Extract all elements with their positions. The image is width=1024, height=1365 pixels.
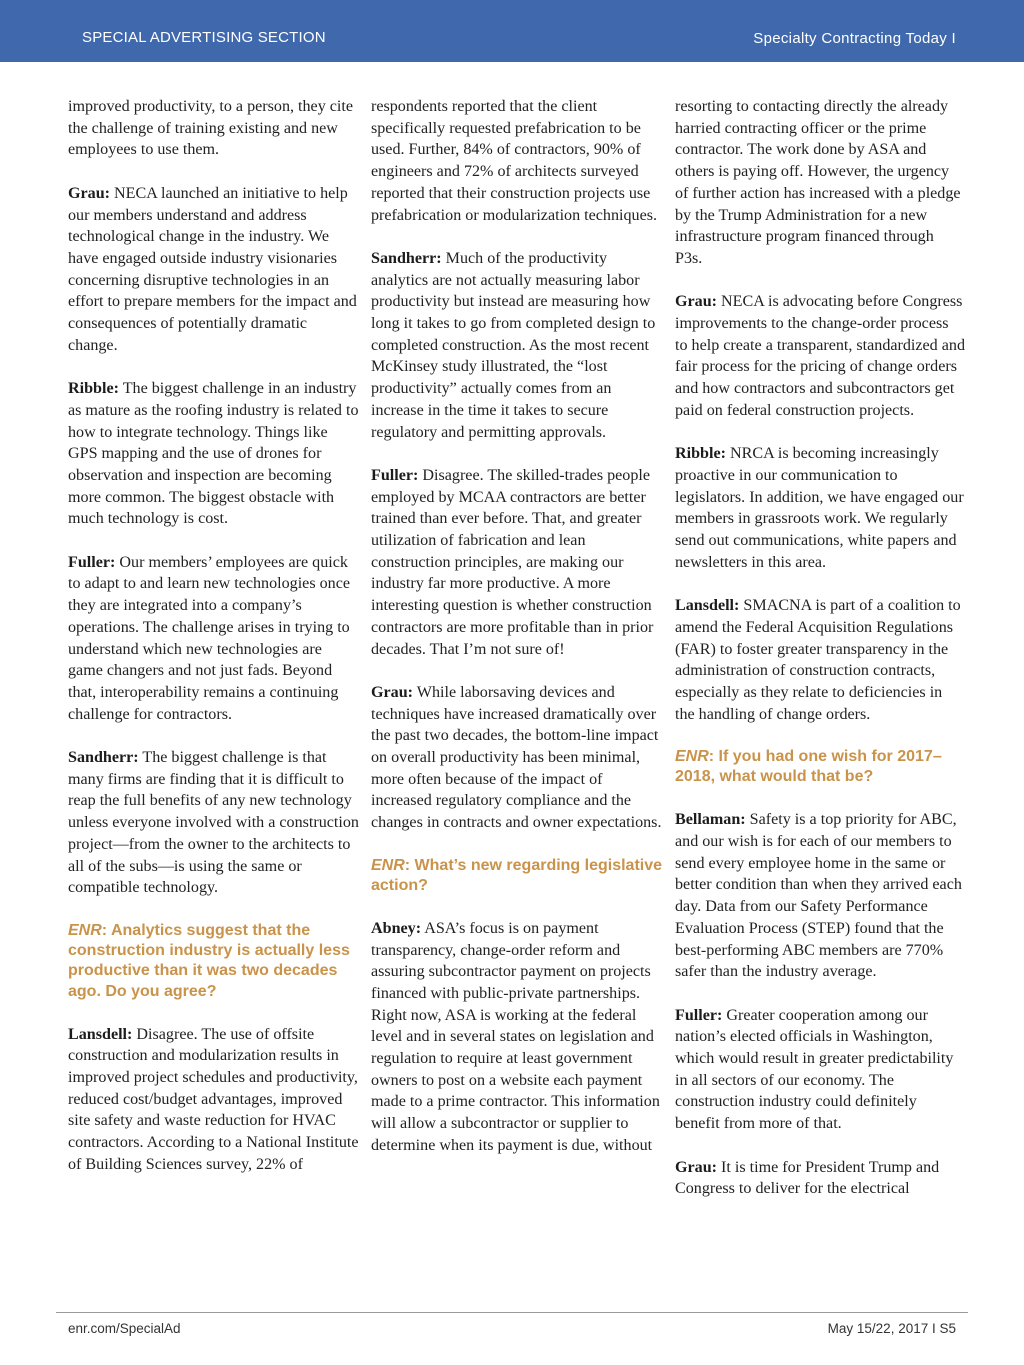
paragraph [371,682,663,834]
question-text: : If you had one wish for 2017–2018, what would that be? [675,748,942,786]
speaker-name: Sandherr: [371,249,442,267]
speaker-name: Fuller: [675,1006,723,1024]
speaker-name: Grau: [68,184,111,202]
publication-title: Specialty Contracting Today I [753,30,956,47]
paragraph-text: SMACNA is part of a coalition to amend the Federal Acquisition Regulations (FAR) to foster greater transparency in the administration of construction contracts, especially as they relate to deficiencies in the handling of change orders. [675,597,961,723]
paragraph: resorting to contacting directly the already harried contracting officer or the prime contractor. The work done by ASA and others is paying off. However, the urgency of further action has increased with a pledge by the Trump Administration for a new infrastructure program financed through P3s. [675,98,961,267]
speaker-name: Lansdell: [675,597,740,615]
speaker-name: Ribble: [675,445,726,463]
speaker-name: Lansdell: [68,1025,133,1043]
article-column-2 [371,96,663,1157]
paragraph [371,465,663,660]
enr-label: ENR [68,921,102,939]
paragraph-text: NECA is advocating before Congress improvements to the change-order process to help create a transparent, standardized and fair process for the pricing of change orders and how contractors and subcontractors get paid on federal construction projects. [675,293,965,419]
paragraph [675,291,965,421]
enr-label: ENR [371,856,405,874]
question-text: : Analytics suggest that the construction industry is actually less productive than it was two decades ago. Do you agree? [68,921,350,1000]
paragraph [675,1005,965,1135]
paragraph [371,248,663,443]
paragraph-text: NECA launched an initiative to help our members understand and address technological change in the industry. We have engaged outside industry visionaries concerning disruptive technologies in an effort to prepare members for the impact and consequences of potentially dramatic change. [68,184,357,354]
footer-divider [56,1312,968,1313]
article-column-3 [675,96,965,1200]
paragraph-text: The biggest challenge in an industry as mature as the roofing industry is related to how to integrate technology. Things like GPS mapping and the use of drones for observation and inspection are becoming more common. The biggest obstacle with much technology is cost. [68,380,359,528]
section-label: SPECIAL ADVERTISING SECTION [82,29,326,46]
paragraph [675,595,965,725]
speaker-name: Grau: [371,683,414,701]
paragraph-text: The biggest challenge is that many firms are finding that it is difficult to reap the full benefits of any new technology unless everyone involved with a construction project—from the owner to the architects to all of the subs—is using the same or compatible technology. [68,749,359,897]
article-column-1 [68,96,360,1175]
speaker-name: Sandherr: [68,749,139,767]
speaker-name: Ribble: [68,380,119,398]
question-heading [371,856,663,897]
paragraph [675,809,965,983]
paragraph [371,918,663,1157]
footer-url[interactable]: enr.com/SpecialAd [68,1321,181,1336]
paragraph [675,443,965,573]
paragraph-text: While laborsaving devices and techniques have increased dramatically over the past two decades, the bottom-line impact on overall productivity has been minimal, more often because of the impact of increased regulatory compliance and the changes in contracts and owner expectations. [371,683,662,832]
speaker-name: Bellaman: [675,811,746,829]
paragraph [675,1157,965,1200]
paragraph-text: It is time for President Trump and Congress to deliver for the electrical [675,1158,940,1198]
speaker-name: Grau: [675,1158,718,1176]
speaker-name: Grau: [675,293,718,311]
paragraph-text: Greater cooperation among our nation’s elected officials in Washington, which would result in greater predictability in all sectors of our economy. The construction industry could definitely benefit from more of that. [675,1006,954,1133]
paragraph-text: Our members’ employees are quick to adapt to and learn new technologies once they are integrated into a company’s operations. The challenge arises in trying to understand which new technologies are game changers and not just fads. Beyond that, interoperability remains a continuing challenge for contractors. [68,553,350,723]
header-banner [0,0,1024,62]
question-heading [68,921,360,1002]
paragraph [68,378,360,530]
speaker-name: Abney: [371,919,422,937]
paragraph [68,747,360,899]
paragraph-text: Much of the productivity analytics are not actually measuring labor productivity but instead are measuring how long it takes to go from completed design to completed construction. As the most recent McKinsey study illustrated, the “lost productivity” actually comes from an increase in the time it takes to secure regulatory and permitting approvals. [371,249,656,441]
paragraph: respondents reported that the client specifically requested prefabrication to be used. Further, 84% of contractors, 90% of engineers and 72% of architects surveyed reported that their construction projects use prefabrication or modularization techniques. [371,98,658,224]
paragraph [68,552,360,726]
paragraph-text: Disagree. The use of offsite construction and modularization results in improved project schedules and productivity, reduced cost/budget advantages, improved site safety and waste reduction for HVAC contractors. According to a National Institute of Building Sciences survey, 22% of [68,1025,359,1173]
paragraph-text: NRCA is becoming increasingly proactive in our communication to legislators. In addition, we have engaged our members in grassroots work. We regularly send out communications, white papers and newsletters in this area. [675,445,964,571]
paragraph [68,183,360,357]
question-heading [675,747,965,788]
question-text: : What’s new regarding legislative action? [371,856,663,894]
speaker-name: Fuller: [371,466,419,484]
paragraph: improved productivity, to a person, they cite the challenge of training existing and new employees to use them. [68,98,353,159]
enr-label: ENR [675,748,709,766]
paragraph-text: ASA’s focus is on payment transparency, change-order reform and assuring subcontractor payment on projects financed with public-private partnerships. Right now, ASA is working at the federal level and in several states on legislation and regulation to require at least government owners to post on a website each payment made to a prime contractor. This information will allow a subcontractor or supplier to determine when its payment is due, without [371,919,660,1154]
footer-date-page: May 15/22, 2017 I S5 [827,1321,956,1336]
paragraph-text: Disagree. The skilled-trades people employed by MCAA contractors are better trained than ever before. That, and greater utilization of fabrication and lean construction principles, are making our industry far more productive. A more interesting question is whether construction contractors are more profitable than in prior decades. That I’m not sure of! [371,466,654,658]
paragraph [68,1024,360,1176]
paragraph-text: Safety is a top priority for ABC, and our wish is for each of our members to send every employee home in the same or better condition than when they arrived each day. Data from our Safety Performance Evaluation Process (STEP) found that the best-performing ABC members are 770% safer than the industry average. [675,811,962,981]
speaker-name: Fuller: [68,553,116,571]
